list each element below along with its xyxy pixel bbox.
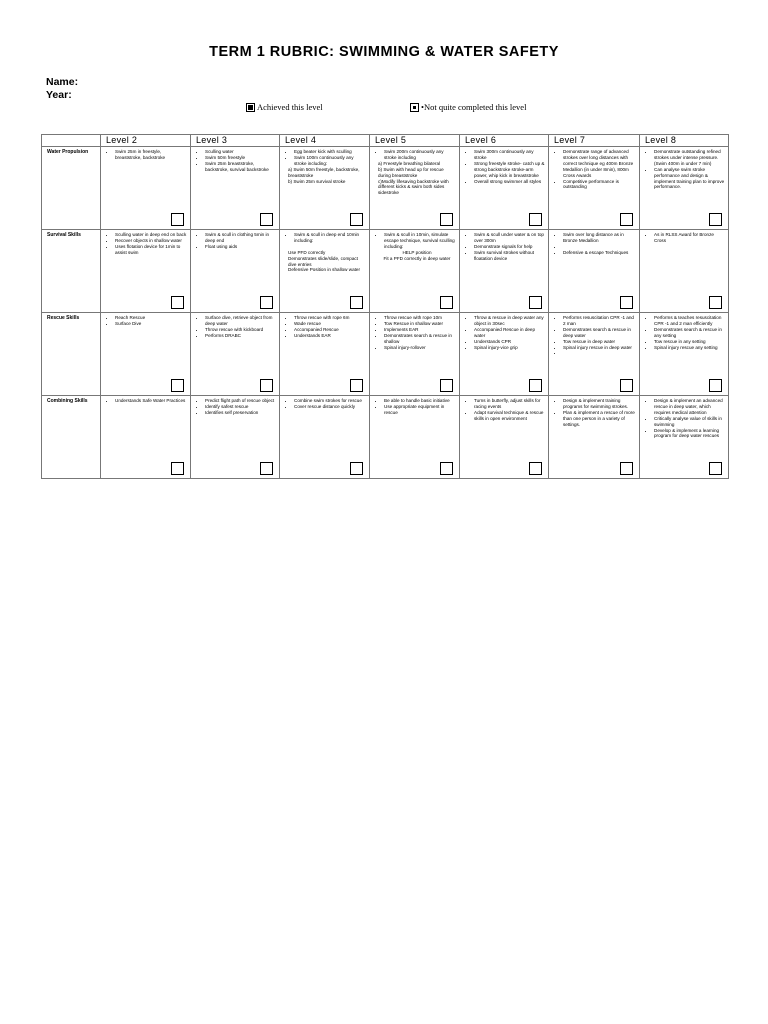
criteria-item: • Overall strong swimmer all styles xyxy=(474,179,545,185)
criteria-line: a) Swim 50m freestyle, backstroke, breaststroke xyxy=(288,166,360,178)
rubric-cell xyxy=(460,313,549,396)
criteria-text xyxy=(280,167,369,185)
criteria-list xyxy=(640,315,728,350)
criteria-item: • Recover objects in shallow water xyxy=(115,238,187,244)
criteria-list xyxy=(280,315,369,339)
criteria-item xyxy=(563,350,636,356)
criteria-list xyxy=(191,398,279,416)
level-checkbox[interactable] xyxy=(171,379,184,392)
rubric-cell xyxy=(280,313,370,396)
criteria-item: • Tow rescue in any setting xyxy=(654,339,725,345)
criteria-item: • Sculling water in deep end on back xyxy=(115,232,187,238)
level-checkbox[interactable] xyxy=(260,213,273,226)
criteria-item: • Swim 50m freestyle xyxy=(205,155,276,161)
rubric-cell xyxy=(191,313,280,396)
rubric-cell xyxy=(191,396,280,479)
criteria-item: • Float using aids xyxy=(205,244,276,250)
criteria-line: c)Modify lifesaving backstroke with different kicks & swim both sides sidestroke xyxy=(378,178,449,196)
criteria-line: Demonstrates slide/slide, compact dive entries xyxy=(288,255,358,267)
criteria-list xyxy=(370,232,459,250)
row-label: Rescue Skills xyxy=(47,315,80,321)
level-checkbox[interactable] xyxy=(440,462,453,475)
row-label-cell xyxy=(42,396,101,479)
criteria-item: • Understands CPR xyxy=(474,339,545,345)
legend-not-quite-label: •Not quite completed this level xyxy=(421,102,527,112)
level-checkbox[interactable] xyxy=(440,379,453,392)
criteria-list xyxy=(191,315,279,339)
criteria-item: • Spinal injury-vice grip xyxy=(474,345,545,351)
page-title: TERM 1 RUBRIC: SWIMMING & WATER SAFETY xyxy=(209,44,559,60)
criteria-item: • Turns in butterfly, adjust skills for racing events xyxy=(474,398,545,410)
year-label: Year: xyxy=(46,89,72,101)
level-checkbox[interactable] xyxy=(709,296,722,309)
criteria-item: • Design & implement an advanced rescue in deep water, which requires medical attention xyxy=(654,398,725,416)
criteria-item: • Competitive performance is outstanding xyxy=(563,179,636,191)
criteria-item: • Implements EAR xyxy=(384,327,456,333)
criteria-item: • Tow rescue in deep water xyxy=(563,339,636,345)
rubric-cell xyxy=(370,230,460,313)
criteria-list xyxy=(370,315,459,350)
criteria-list xyxy=(101,232,190,256)
criteria-item: • Swim 25m in freestyle, breaststroke, backstroke xyxy=(115,149,187,161)
rubric-cell xyxy=(370,313,460,396)
criteria-item: • Accompanied Rescue in deep water xyxy=(474,327,545,339)
level-checkbox[interactable] xyxy=(529,296,542,309)
criteria-item: • Tow Rescue in shallow water xyxy=(384,321,456,327)
rubric-row xyxy=(42,147,729,230)
criteria-item: • Accompanied Rescue xyxy=(294,327,366,333)
criteria-item: • Swim 200m continuously any stroke including xyxy=(384,149,456,161)
level-checkbox[interactable] xyxy=(171,213,184,226)
rubric-cell xyxy=(101,313,191,396)
criteria-list xyxy=(640,149,728,190)
level-checkbox[interactable] xyxy=(709,379,722,392)
criteria-list xyxy=(101,149,190,161)
name-label: Name: xyxy=(46,76,79,88)
criteria-line: b) Swim 25m survival stroke xyxy=(288,178,346,184)
level-header: Level 7 xyxy=(549,135,640,147)
criteria-item: • Demonstrates search & rescue in shallow xyxy=(384,333,456,345)
rubric-cell xyxy=(460,396,549,479)
criteria-list xyxy=(280,149,369,167)
header-corner xyxy=(42,135,101,147)
criteria-item: • Understands EAR xyxy=(294,333,366,339)
rubric-row xyxy=(42,396,729,479)
level-checkbox[interactable] xyxy=(440,213,453,226)
criteria-item: • Surface dive, retrieve object from deep water xyxy=(205,315,276,327)
criteria-item: • Swim & scull in clothing 5min in deep end xyxy=(205,232,276,244)
criteria-item: • Performs & teaches resuscitation CPR -1 and 2 man efficiently xyxy=(654,315,725,327)
row-label: Survival Skills xyxy=(47,232,81,238)
criteria-item: • Adapt survival technique & rescue skills in open environment xyxy=(474,410,545,422)
criteria-item: • Sculling water xyxy=(205,149,276,155)
row-label-cell xyxy=(42,230,101,313)
rubric-cell xyxy=(460,230,549,313)
criteria-item: • Swim & scull under water & on top over 300m xyxy=(474,232,545,244)
rubric-row xyxy=(42,230,729,313)
rubric-cell xyxy=(640,147,729,230)
criteria-list xyxy=(460,315,548,350)
level-checkbox[interactable] xyxy=(260,296,273,309)
criteria-item: • Spinal injury-rollover xyxy=(384,345,456,351)
criteria-line: Use PFD correctly xyxy=(288,249,326,255)
criteria-item: • Swim & scull in 10min, simulate escape technique, survival sculling including: xyxy=(384,232,456,250)
criteria-item: • Strong freestyle stroke- catch up & strong backstroke stroke-arm power, whip kick in breaststroke xyxy=(474,161,545,179)
rubric-cell xyxy=(191,230,280,313)
criteria-list xyxy=(460,149,548,184)
criteria-list xyxy=(549,149,639,190)
criteria-list xyxy=(460,398,548,422)
rubric-cell xyxy=(191,147,280,230)
level-checkbox[interactable] xyxy=(709,213,722,226)
level-checkbox[interactable] xyxy=(171,462,184,475)
rubric-cell xyxy=(101,147,191,230)
row-label: Water Propulsion xyxy=(47,149,89,155)
criteria-item: • Use appropriate equipment in rescue xyxy=(384,404,456,416)
header-row xyxy=(42,135,729,147)
criteria-line: HELP position xyxy=(402,249,432,255)
level-header: Level 4 xyxy=(280,135,370,147)
criteria-list xyxy=(280,232,369,244)
criteria-item: • Throw & rescue in deep water any object in 30sec xyxy=(474,315,545,327)
rubric-cell xyxy=(640,396,729,479)
criteria-list xyxy=(191,232,279,250)
level-header: Level 8 xyxy=(640,135,729,147)
level-checkbox[interactable] xyxy=(620,462,633,475)
criteria-list xyxy=(280,398,369,410)
rubric-cell xyxy=(280,396,370,479)
criteria-item: • Be able to handle basic initiative xyxy=(384,398,456,404)
level-header: Level 2 xyxy=(101,135,191,147)
criteria-list xyxy=(191,149,279,173)
legend-achieved xyxy=(246,102,323,112)
criteria-item: • Demonstrate range of advanced strokes over long distances with correct technique eg 400m Bronze Medallion (in under 8min), 800m Cross Awards xyxy=(563,149,636,179)
rubric-cell xyxy=(280,147,370,230)
criteria-line: a) Freestyle breathing bilateral xyxy=(378,160,441,166)
criteria-item: • As in RLSS Award for Bronze Cross xyxy=(654,232,725,244)
criteria-item: • Throw rescue with kickboard xyxy=(205,327,276,333)
criteria-item: • Egg beater kick with sculling xyxy=(294,149,366,155)
criteria-item: • Throw rescue with rope 6m xyxy=(294,315,366,321)
criteria-item: • Swim survival strokes without floatation device xyxy=(474,250,545,262)
criteria-list xyxy=(101,315,190,327)
criteria-item: • Cover rescue distance quickly xyxy=(294,404,366,410)
rubric-cell xyxy=(280,230,370,313)
criteria-item: • Identifies self preservation xyxy=(205,410,276,416)
criteria-item: • Defensive & escape Techniques xyxy=(563,250,636,256)
rubric-cell xyxy=(549,230,640,313)
level-checkbox[interactable] xyxy=(350,379,363,392)
criteria-item: • Can analyse swim stroke performance and design & implement training plan to improve performance. xyxy=(654,167,725,191)
rubric-row xyxy=(42,313,729,396)
rubric-cell xyxy=(549,396,640,479)
level-header: Level 3 xyxy=(191,135,280,147)
criteria-item: • Performs DRABC xyxy=(205,333,276,339)
criteria-list xyxy=(370,149,459,161)
criteria-item: • Critically analyse value of skills in swimming xyxy=(654,416,725,428)
criteria-list xyxy=(549,315,639,356)
criteria-item: • Demonstrates search & rescue in deep water xyxy=(563,327,636,339)
level-checkbox[interactable] xyxy=(260,462,273,475)
level-checkbox[interactable] xyxy=(620,296,633,309)
criteria-text xyxy=(370,250,459,262)
criteria-item: • Swim 300m continuously any stroke xyxy=(474,149,545,161)
criteria-item: • Combine swim strokes for rescue xyxy=(294,398,366,404)
criteria-item: • Swim & scull in deep end 10min including: xyxy=(294,232,366,244)
level-checkbox[interactable] xyxy=(350,462,363,475)
criteria-item: • Predict flight path of rescue object xyxy=(205,398,276,404)
dot-checkbox-icon xyxy=(410,103,419,112)
criteria-list xyxy=(549,398,639,428)
criteria-item: • Reach Rescue xyxy=(115,315,187,321)
criteria-list xyxy=(370,398,459,416)
criteria-item: • Swim over long distance as in Bronze Medallion xyxy=(563,232,636,244)
criteria-text xyxy=(370,161,459,196)
rubric-cell xyxy=(101,396,191,479)
rubric-cell xyxy=(101,230,191,313)
rubric-cell xyxy=(370,396,460,479)
level-checkbox[interactable] xyxy=(620,213,633,226)
criteria-item: • Wade rescue xyxy=(294,321,366,327)
criteria-item: • Identify safest rescue xyxy=(205,404,276,410)
criteria-item: • Performs resuscitation CPR -1 and 2 man xyxy=(563,315,636,327)
criteria-item: • Uses flotation device for 1min to assist swim xyxy=(115,244,187,256)
rubric-cell xyxy=(640,313,729,396)
level-header: Level 6 xyxy=(460,135,549,147)
criteria-list xyxy=(640,398,728,439)
criteria-item: • Demonstrate signals for help xyxy=(474,244,545,250)
criteria-list xyxy=(460,232,548,262)
criteria-item: • Develop & implement a learning program for deep water rescues xyxy=(654,428,725,440)
rubric-table xyxy=(41,134,729,479)
criteria-list xyxy=(640,232,728,244)
level-header: Level 5 xyxy=(370,135,460,147)
criteria-item: • Swim 25m breaststroke, backstroke, survival backstroke xyxy=(205,161,276,173)
criteria-item: • Plan & implement a rescue of more than one person in a variety of settings. xyxy=(563,410,636,428)
row-label-cell xyxy=(42,313,101,396)
criteria-text xyxy=(280,244,369,274)
rubric-cell xyxy=(370,147,460,230)
row-label: Combining Skills xyxy=(47,398,88,404)
legend-not-quite xyxy=(410,102,526,112)
level-checkbox[interactable] xyxy=(171,296,184,309)
criteria-list xyxy=(101,398,190,404)
rubric-cell xyxy=(549,147,640,230)
level-checkbox[interactable] xyxy=(529,213,542,226)
criteria-item: • Swim 100m continuously any stroke including: xyxy=(294,155,366,167)
criteria-item: • Design & implement training programs for swimming strokes. xyxy=(563,398,636,410)
row-label-cell xyxy=(42,147,101,230)
level-checkbox[interactable] xyxy=(350,296,363,309)
rubric-cell xyxy=(640,230,729,313)
rubric-cell xyxy=(460,147,549,230)
level-checkbox[interactable] xyxy=(709,462,722,475)
filled-checkbox-icon xyxy=(246,103,255,112)
criteria-item: • Understands Safe Water Practices xyxy=(115,398,187,404)
level-checkbox[interactable] xyxy=(350,213,363,226)
criteria-line: b) Swim with head up for rescue during breaststroke xyxy=(378,166,444,178)
level-checkbox[interactable] xyxy=(529,462,542,475)
criteria-list xyxy=(549,232,639,256)
legend-achieved-label: Achieved this level xyxy=(257,102,323,112)
level-checkbox[interactable] xyxy=(529,379,542,392)
criteria-item: • Spinal injury rescue any setting xyxy=(654,345,725,351)
level-checkbox[interactable] xyxy=(620,379,633,392)
rubric-cell xyxy=(549,313,640,396)
level-checkbox[interactable] xyxy=(260,379,273,392)
criteria-item: • Demonstrates search & rescue in any setting xyxy=(654,327,725,339)
criteria-item: • Spinal injury rescue in deep water xyxy=(563,345,636,351)
level-checkbox[interactable] xyxy=(440,296,453,309)
criteria-line: Fit a PFD correctly in deep water xyxy=(383,255,451,261)
criteria-item: • Demonstrate outstanding refined strokes under intense pressure. (Swim 400m in under 7 min) xyxy=(654,149,725,167)
criteria-line: Defensive Position in shallow water xyxy=(288,267,361,273)
criteria-item: • Throw rescue with rope 10m xyxy=(384,315,456,321)
criteria-item: • Surface Dive xyxy=(115,321,187,327)
